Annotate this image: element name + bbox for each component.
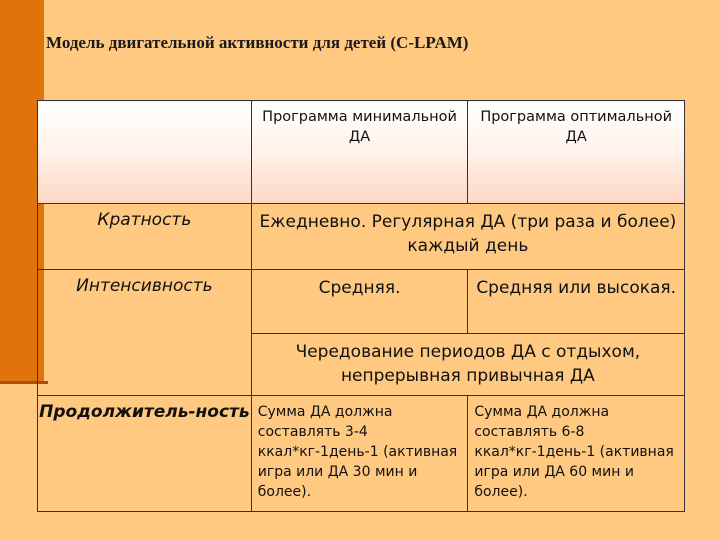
frequency-label: Кратность xyxy=(38,204,252,270)
activity-table xyxy=(37,100,685,512)
duration-min: Сумма ДА должна составлять 3-4 ккал*кг-1день-1 (активная игра или ДА 30 мин и более). xyxy=(251,396,468,512)
duration-row xyxy=(38,396,685,512)
frequency-value: Ежедневно. Регулярная ДА (три раза и более) каждый день xyxy=(251,204,684,270)
header-min-program: Программа минимальной ДА xyxy=(251,101,468,204)
intensity-shared: Чередование периодов ДА с отдыхом, непрерывная привычная ДА xyxy=(251,334,684,396)
duration-label: Продолжитель-ность xyxy=(38,396,252,512)
duration-opt: Сумма ДА должна составлять 6-8 ккал*кг-1день-1 (активная игра или ДА 60 мин и более). xyxy=(468,396,685,512)
slide-title: Модель двигательной активности для детей (C-LPAM) xyxy=(46,33,469,52)
header-opt-program: Программа оптимальной ДА xyxy=(468,101,685,204)
header-corner-cell xyxy=(38,101,252,204)
intensity-label: Интенсивность xyxy=(38,270,252,396)
intensity-min: Средняя. xyxy=(251,270,468,334)
intensity-opt: Средняя или высокая. xyxy=(468,270,685,334)
intensity-row xyxy=(38,270,685,334)
header-row xyxy=(38,101,685,204)
frequency-row xyxy=(38,204,685,270)
